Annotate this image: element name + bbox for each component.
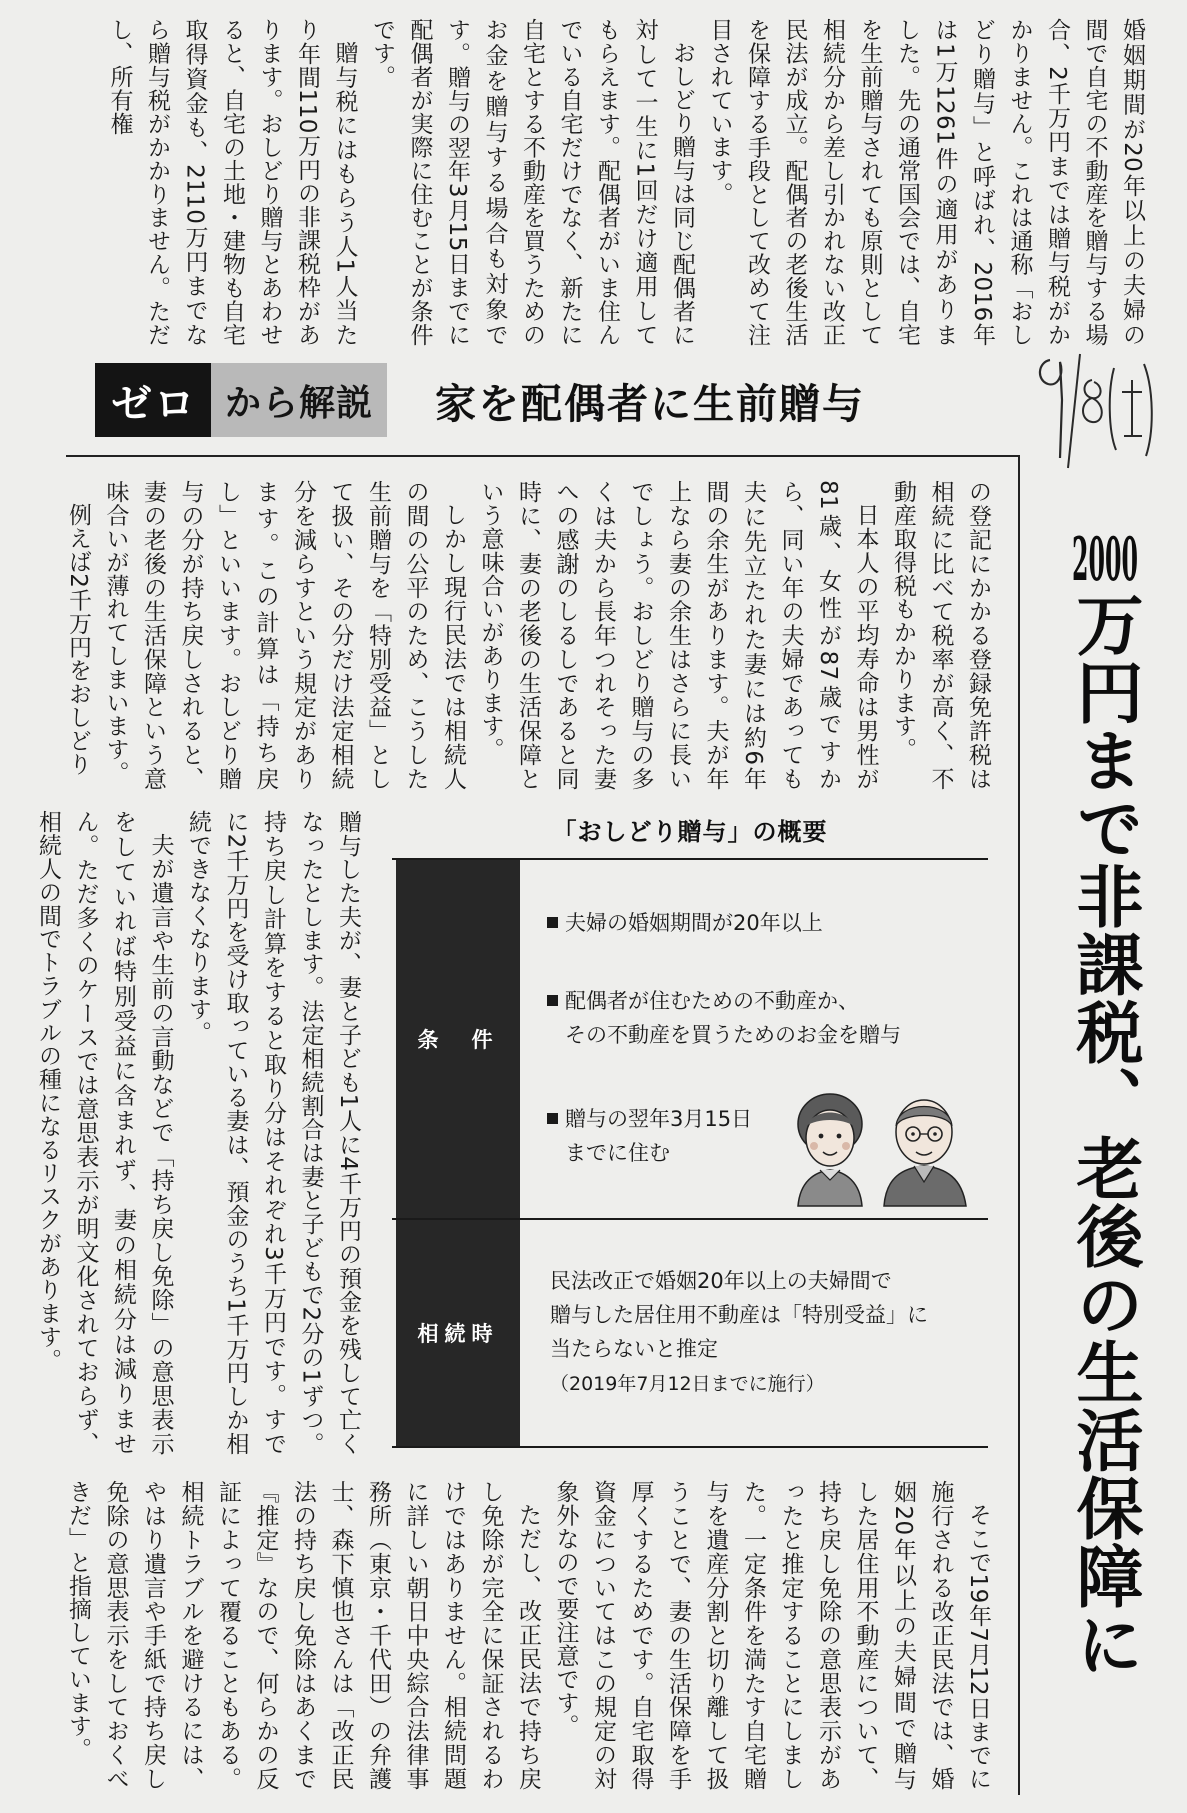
square-bullet-icon bbox=[547, 917, 558, 928]
paragraph: 夫が遺言や生前の言動などで「持ち戻し免除」の意思表示をしていれば特別受益に含まれず、妻の相続分は減りません。ただ多くのケースでは意思表示が明文化されておらず、相続人の間でトラブルの種になるリスクがあります。 bbox=[35, 810, 174, 1455]
square-bullet-icon bbox=[547, 995, 558, 1006]
graphic-rule-bottom bbox=[392, 1446, 988, 1448]
square-bullet-icon bbox=[547, 1113, 558, 1124]
frame-top-rule bbox=[66, 455, 1020, 457]
graphic-title: 「おしどり贈与」の概要 bbox=[552, 818, 828, 846]
article-column-bottom bbox=[66, 1480, 996, 1790]
article-column-lower bbox=[35, 810, 366, 1455]
headline-number: 2000 bbox=[1072, 530, 1138, 590]
paragraph: おしどり贈与は同じ配偶者に対して一生に1回だけ適用してもらえます。配偶者がいま住んでいる自宅だけでなく、新たに自宅とする不動産を買うためのお金を贈与する場合も対象です。贈与の翌年3月15日までに配偶者が実際に住むことが条件です。 bbox=[369, 18, 695, 346]
article-column-middle bbox=[66, 480, 996, 790]
effective-date-note: （2019年7月12日までに施行） bbox=[550, 1373, 825, 1395]
paragraph: 婚姻期間が20年以上の夫婦の間で自宅の不動産を贈与する場合、2千万円までは贈与税がかかりません。これは通称「おしどり贈与」と呼ばれ、2016年は1万1261件の適用がありました。先の通常国会では、自宅を生前贈与されても原則として相続分から差し引かれない改正民法が成立。配偶者の老後生活を保障する手段として改めて注目されています。 bbox=[706, 18, 1145, 346]
paragraph: しかし現行民法では相続人の間の公平のため、こうした生前贈与を「特別受益」として扱い、その分だけ法定相続分を減らすという規定があります。この計算は「持ち戻し」といいます。おしどり贈与の分が持ち戻しされると、妻の老後の生活保障という意味合いが薄れてしまいます。 bbox=[102, 480, 466, 790]
paragraph: 贈与税にはもらう人1人当たり年間110万円の非課税枠があります。おしどり贈与とあわせると、自宅の土地・建物も自宅取得資金も、2110万円までなら贈与税がかかりません。ただし、所有権 bbox=[106, 18, 358, 346]
header-zero-label: ゼロ bbox=[95, 363, 211, 437]
paragraph: 例えば2千万円をおしどり bbox=[65, 503, 91, 776]
inheritance-note: 民法改正で婚姻20年以上の夫婦間で 贈与した居住用不動産は「特別受益」に 当たらないと推定 （2019年7月12日までに施行） bbox=[550, 1269, 928, 1395]
handwritten-date-mark bbox=[1030, 340, 1160, 490]
frame-right-rule bbox=[1018, 455, 1020, 1795]
paragraph: の登記にかかる登録免許税は相続に比べて税率が高く、不動産取得税もかかります。 bbox=[890, 480, 991, 790]
elderly-couple-illustration bbox=[780, 1078, 980, 1206]
header-kara-label: から解説 bbox=[211, 363, 387, 437]
oshidori-summary-graphic bbox=[392, 808, 988, 1448]
paragraph: ただし、改正民法で持ち戻し免除が完全に保証されるわけではありません。相続問題に詳しい朝日中央綜合法律事務所（東京・千代田）の弁護士、森下慎也さんは「改正民法の持ち戻し免除はあくまで『推定』なので、何らかの反証によって覆ることもある。相続トラブルを避けるには、やはり遺言や手紙で持ち戻し免除の意思表示をしておくべきだ」と指摘しています。 bbox=[65, 1480, 541, 1790]
paragraph: そこで19年7月12日までに施行される改正民法では、婚姻20年以上の夫婦間で贈与した居住用不動産について、持ち戻し免除の意思表示があったと推定することにしました。一定条件を満たす自宅贈与を遺産分割と切り離して扱うことで、妻の生活保障を手厚くするためです。自宅取得資金についてはこの規定の対象外なので要注意です。 bbox=[552, 1480, 991, 1790]
condition-item: 贈与の翌年3月15日 までに住む bbox=[547, 1102, 752, 1170]
paragraph: 贈与した夫が、妻と子ども1人に4千万円の預金を残して亡くなったとします。法定相続割合は妻と子どもで2分の1ずつ。持ち戻し計算をすると取り分はそれぞれ3千万円です。すでに2千万円を受け取っている妻は、預金のうち1千万円しか相続できなくなります。 bbox=[185, 810, 361, 1455]
condition-item: 夫婦の婚姻期間が20年以上 bbox=[547, 906, 823, 940]
paragraph: 日本人の平均寿命は男性が81歳、女性が87歳ですから、同い年の夫婦であっても夫に先立たれた妻には約6年間の余生があります。夫が年上なら妻の余生はさらに長いでしょう。おしどり贈与の多くは夫から長年つれそった妻への感謝のしるしであると同時に、妻の老後の生活保障という意味合いがあります。 bbox=[477, 480, 879, 790]
header-title: 家を配偶者に生前贈与 bbox=[435, 379, 866, 428]
article-column-top bbox=[20, 18, 1150, 346]
headline-text: 万円まで非課税、老後の生活保障に bbox=[1066, 590, 1145, 1678]
inheritance-label: 相続時 bbox=[396, 1220, 520, 1446]
conditions-label: 条 件 bbox=[396, 860, 520, 1218]
section-header bbox=[95, 363, 985, 437]
condition-item: 配偶者が住むための不動産か、 その不動産を買うためのお金を贈与 bbox=[547, 984, 901, 1052]
headline bbox=[1040, 530, 1160, 1678]
